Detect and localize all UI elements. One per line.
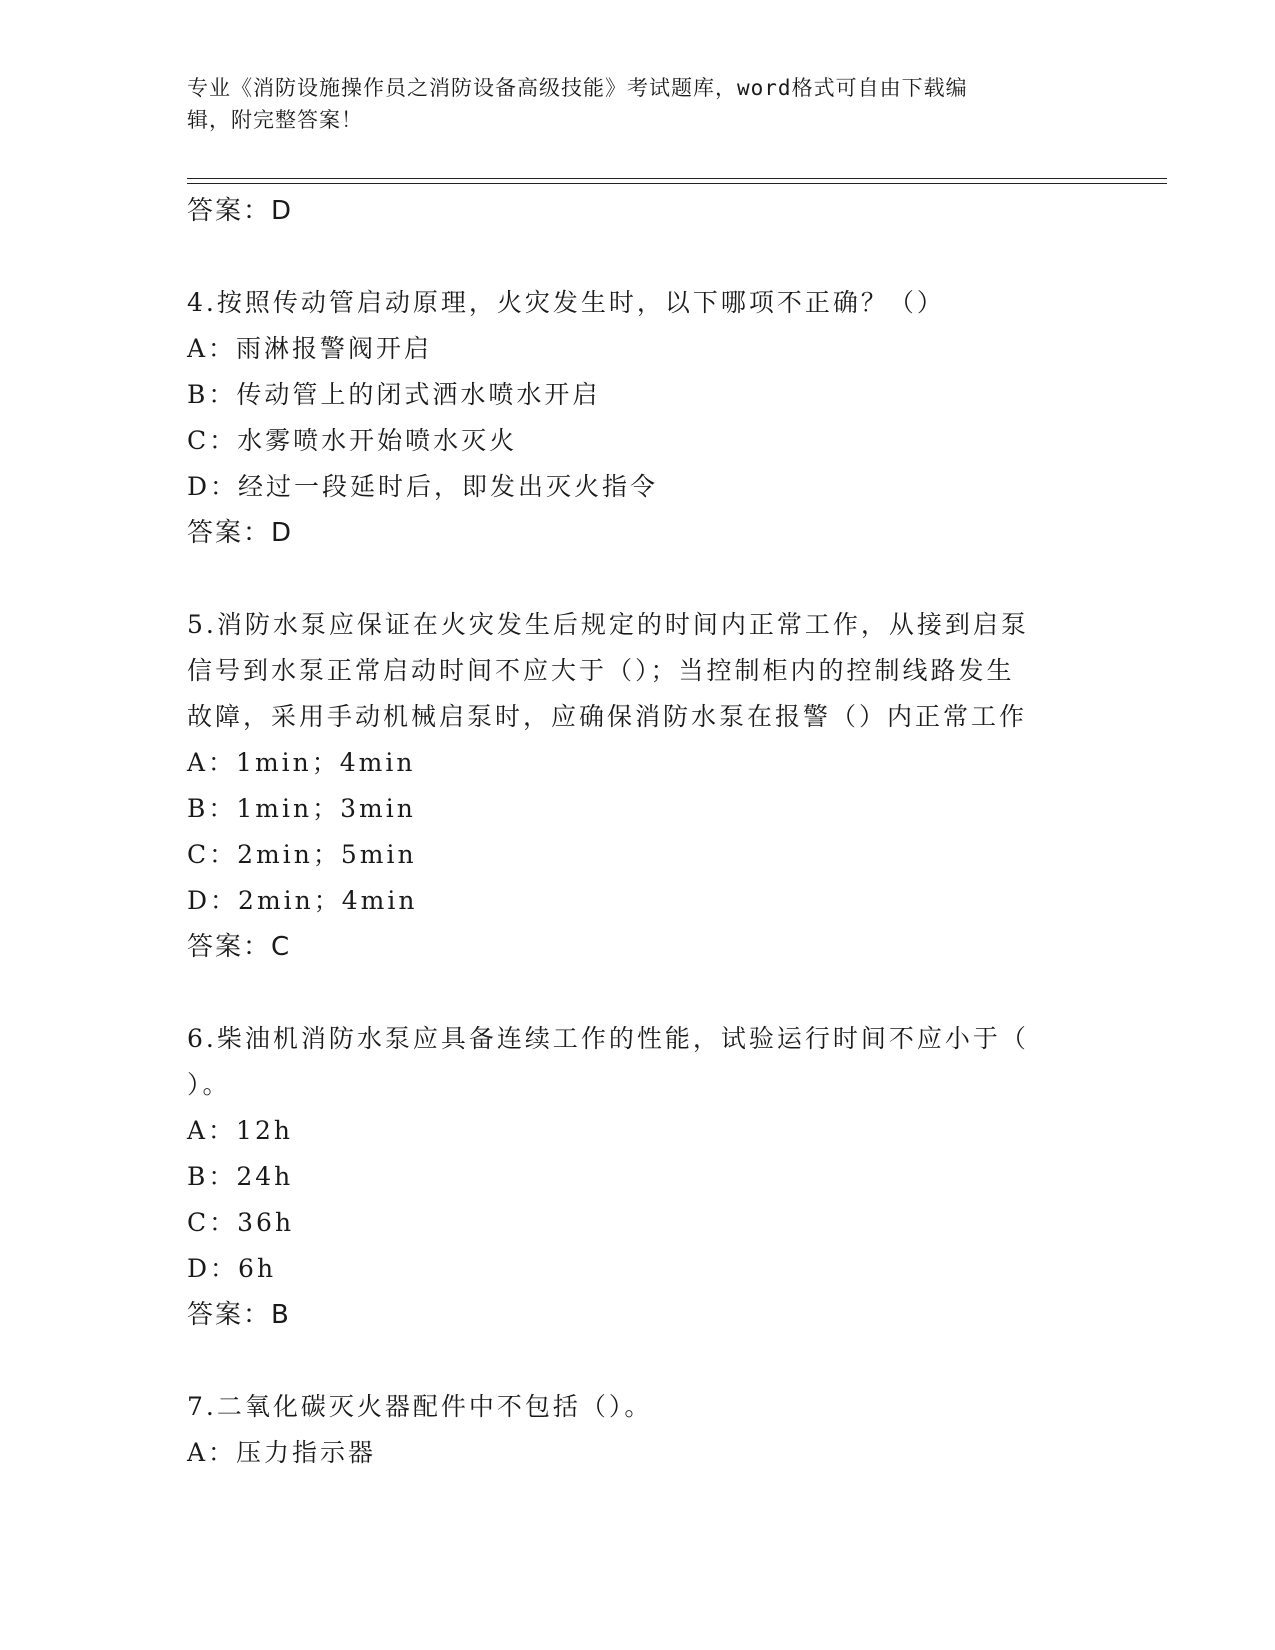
- option-c: C：水雾喷水开始喷水灭火: [187, 426, 518, 455]
- option-c: C：36h: [187, 1208, 295, 1237]
- option-c: C：2min；5min: [187, 840, 417, 869]
- header-line-1: 专业《消防设施操作员之消防设备高级技能》考试题库，word格式可自由下载编: [187, 76, 968, 100]
- answer-line: 答案：D: [187, 518, 294, 548]
- option-a: A：12h: [187, 1116, 293, 1145]
- answer-line: 答案：C: [187, 932, 292, 962]
- question-text: 5.消防水泵应保证在火灾发生后规定的时间内正常工作，从接到启泵: [187, 610, 1029, 639]
- header-rule-top: [187, 178, 1167, 179]
- question-text: ）。: [187, 1070, 231, 1099]
- document-body: [187, 188, 1087, 1476]
- answer-line: 答案：B: [187, 1300, 291, 1330]
- option-b: B：传动管上的闭式洒水喷水开启: [187, 380, 601, 409]
- question-7: [187, 1384, 1087, 1476]
- option-d: D：6h: [187, 1254, 277, 1283]
- header-line-2: 辑，附完整答案！: [187, 108, 363, 132]
- option-a: A：雨淋报警阀开启: [187, 334, 433, 363]
- option-a: A：压力指示器: [187, 1438, 377, 1467]
- question-text: 6.柴油机消防水泵应具备连续工作的性能，试验运行时间不应小于（: [187, 1024, 1029, 1053]
- question-4: [187, 280, 1087, 556]
- option-b: B：1min；3min: [187, 794, 416, 823]
- question-text: 4.按照传动管启动原理，火灾发生时，以下哪项不正确？（）: [187, 288, 945, 317]
- option-d: D：2min；4min: [187, 886, 418, 915]
- document-header: [187, 72, 1067, 136]
- option-d: D：经过一段延时后，即发出灭火指令: [187, 472, 659, 501]
- question-text: 故障，采用手动机械启泵时，应确保消防水泵在报警（）内正常工作: [187, 702, 1028, 731]
- document-page: [187, 0, 1167, 1650]
- answer-line: 答案：D: [187, 196, 294, 226]
- question-5: [187, 602, 1087, 970]
- option-a: A：1min；4min: [187, 748, 416, 777]
- header-rule-bottom: [187, 183, 1167, 184]
- question-6: [187, 1016, 1087, 1338]
- question-text: 7.二氧化碳灭火器配件中不包括（）。: [187, 1392, 653, 1421]
- option-b: B：24h: [187, 1162, 294, 1191]
- question-text: 信号到水泵正常启动时间不应大于（）；当控制柜内的控制线路发生: [187, 656, 1015, 685]
